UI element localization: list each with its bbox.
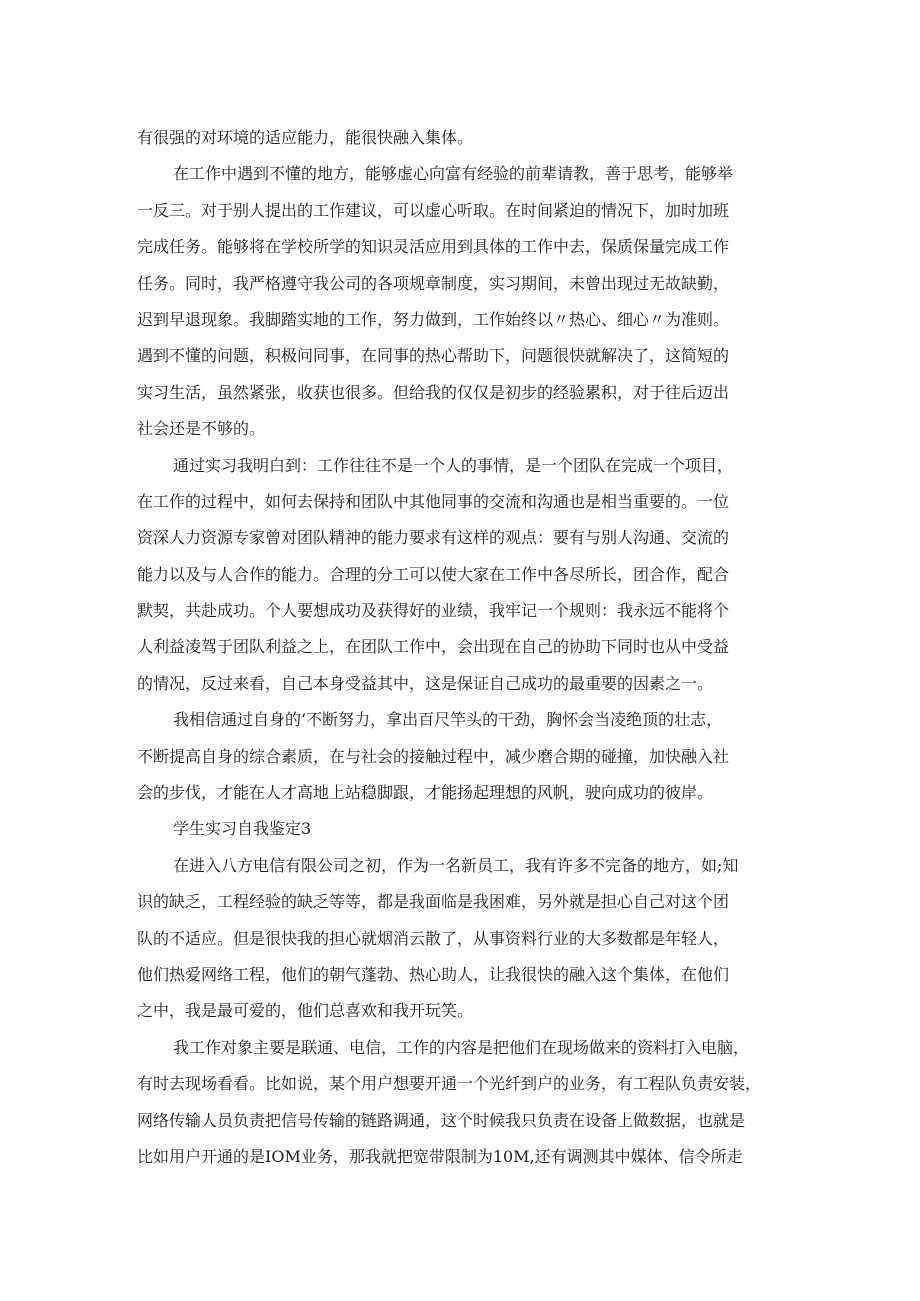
text-line: 迟到早退现象。我脚踏实地的工作，努力做到，工作始终以〃热心、细心〃为准则。: [137, 309, 730, 329]
text-line: 识的缺乏，工程经验的缺乏等等，都是我面临是我困难，另外就是担心自己对这个团: [137, 892, 730, 912]
text-line: 遇到不懂的问题，积极问同事，在同事的热心帮助下，问题很快就解决了，这简短的: [137, 346, 730, 366]
text-line: 完成任务。能够将在学校所学的知识灵活应用到具体的工作中去，保质保量完成工作: [137, 237, 730, 257]
text-line: 有很强的对环境的适应能力，能很快融入集体。: [137, 128, 474, 147]
text-line: 人利益凌驾于团队利益之上，在团队工作中，会出现在自己的协助下同时也从中受益: [137, 637, 730, 657]
paragraph-start-line: 通过实习我明白到：工作往往不是一个人的事情，是一个团队在完成一个项目，: [173, 455, 734, 475]
text-line: 比如用户开通的是IOM业务，那我就把宽带限制为10M,还有调测其中媒体、信令所走: [137, 1146, 743, 1166]
section-heading: 学生实习自我鉴定3: [173, 819, 312, 839]
text-line: 队的不适应。但是很快我的担心就烟消云散了，从事资料行业的大多数都是年轻人，: [137, 928, 730, 948]
text-line: 不断提高自身的综合素质，在与社会的接触过程中，减少磨合期的碰撞，加快融入社: [137, 746, 730, 766]
text-line: 的情况，反过来看，自己本身受益其中，这是保证自己成功的最重要的因素之一。: [137, 673, 714, 693]
text-line: 任务。同时，我严格遵守我公司的各项规章制度，实习期间，未曾出现过无故缺勤，: [137, 273, 730, 293]
text-line: 一反三。对于别人提出的工作建议，可以虚心听取。在时间紧迫的情况下，加时加班: [137, 200, 730, 220]
text-line: 有时去现场看看。比如说，某个用户想要开通一个光纤到户的业务，有工程队负责安装，: [137, 1074, 762, 1094]
text-line: 默契，共赴成功。个人要想成功及获得好的业绩，我牢记一个规则：我永远不能将个: [137, 601, 730, 621]
paragraph-start-line: 在工作中遇到不懂的地方，能够虚心向富有经验的前辈请教，善于思考，能够举: [173, 164, 734, 184]
text-line: 网络传输人员负责把信号传输的链路调通，这个时候我只负责在设备上做数据，也就是: [137, 1110, 746, 1130]
paragraph-start-line: 在进入八方电信有限公司之初，作为一名新员工，我有许多不完备的地方，如;知: [173, 855, 739, 875]
text-line: 社会还是不够的。: [137, 419, 266, 439]
text-line: 他们热爱网络工程，他们的朝气蓬勃、热心助人，让我很快的融入这个集体，在他们: [137, 964, 730, 984]
text-line: 资深人力资源专家曾对团队精神的能力要求有这样的观点：要有与别人沟通、交流的: [137, 528, 730, 548]
text-line: 会的步伐，才能在人才高地上站稳脚跟，才能扬起理想的风帆，驶向成功的彼岸。: [137, 783, 714, 803]
text-line: 在工作的过程中，如何去保持和团队中其他同事的交流和沟通也是相当重要的。一位: [137, 491, 730, 511]
text-line: 之中，我是最可爱的，他们总喜欢和我开玩笑。: [137, 1001, 474, 1021]
text-line: 能力以及与人合作的能力。合理的分工可以使大家在工作中各尽所长，团合作，配合: [137, 564, 730, 584]
paragraph-start-line: 我工作对象主要是联通、电信，工作的内容是把他们在现场做来的资料打入电脑，: [173, 1037, 750, 1057]
text-line: 实习生活，虽然紧张，收获也很多。但给我的仅仅是初步的经验累积，对于往后迈出: [137, 382, 730, 402]
document-body: [137, 120, 797, 1175]
paragraph-start-line: 我相信通过自身的‘不断努力，拿出百尺竿头的干劲，胸怀会当凌绝顶的壮志，: [173, 710, 723, 730]
